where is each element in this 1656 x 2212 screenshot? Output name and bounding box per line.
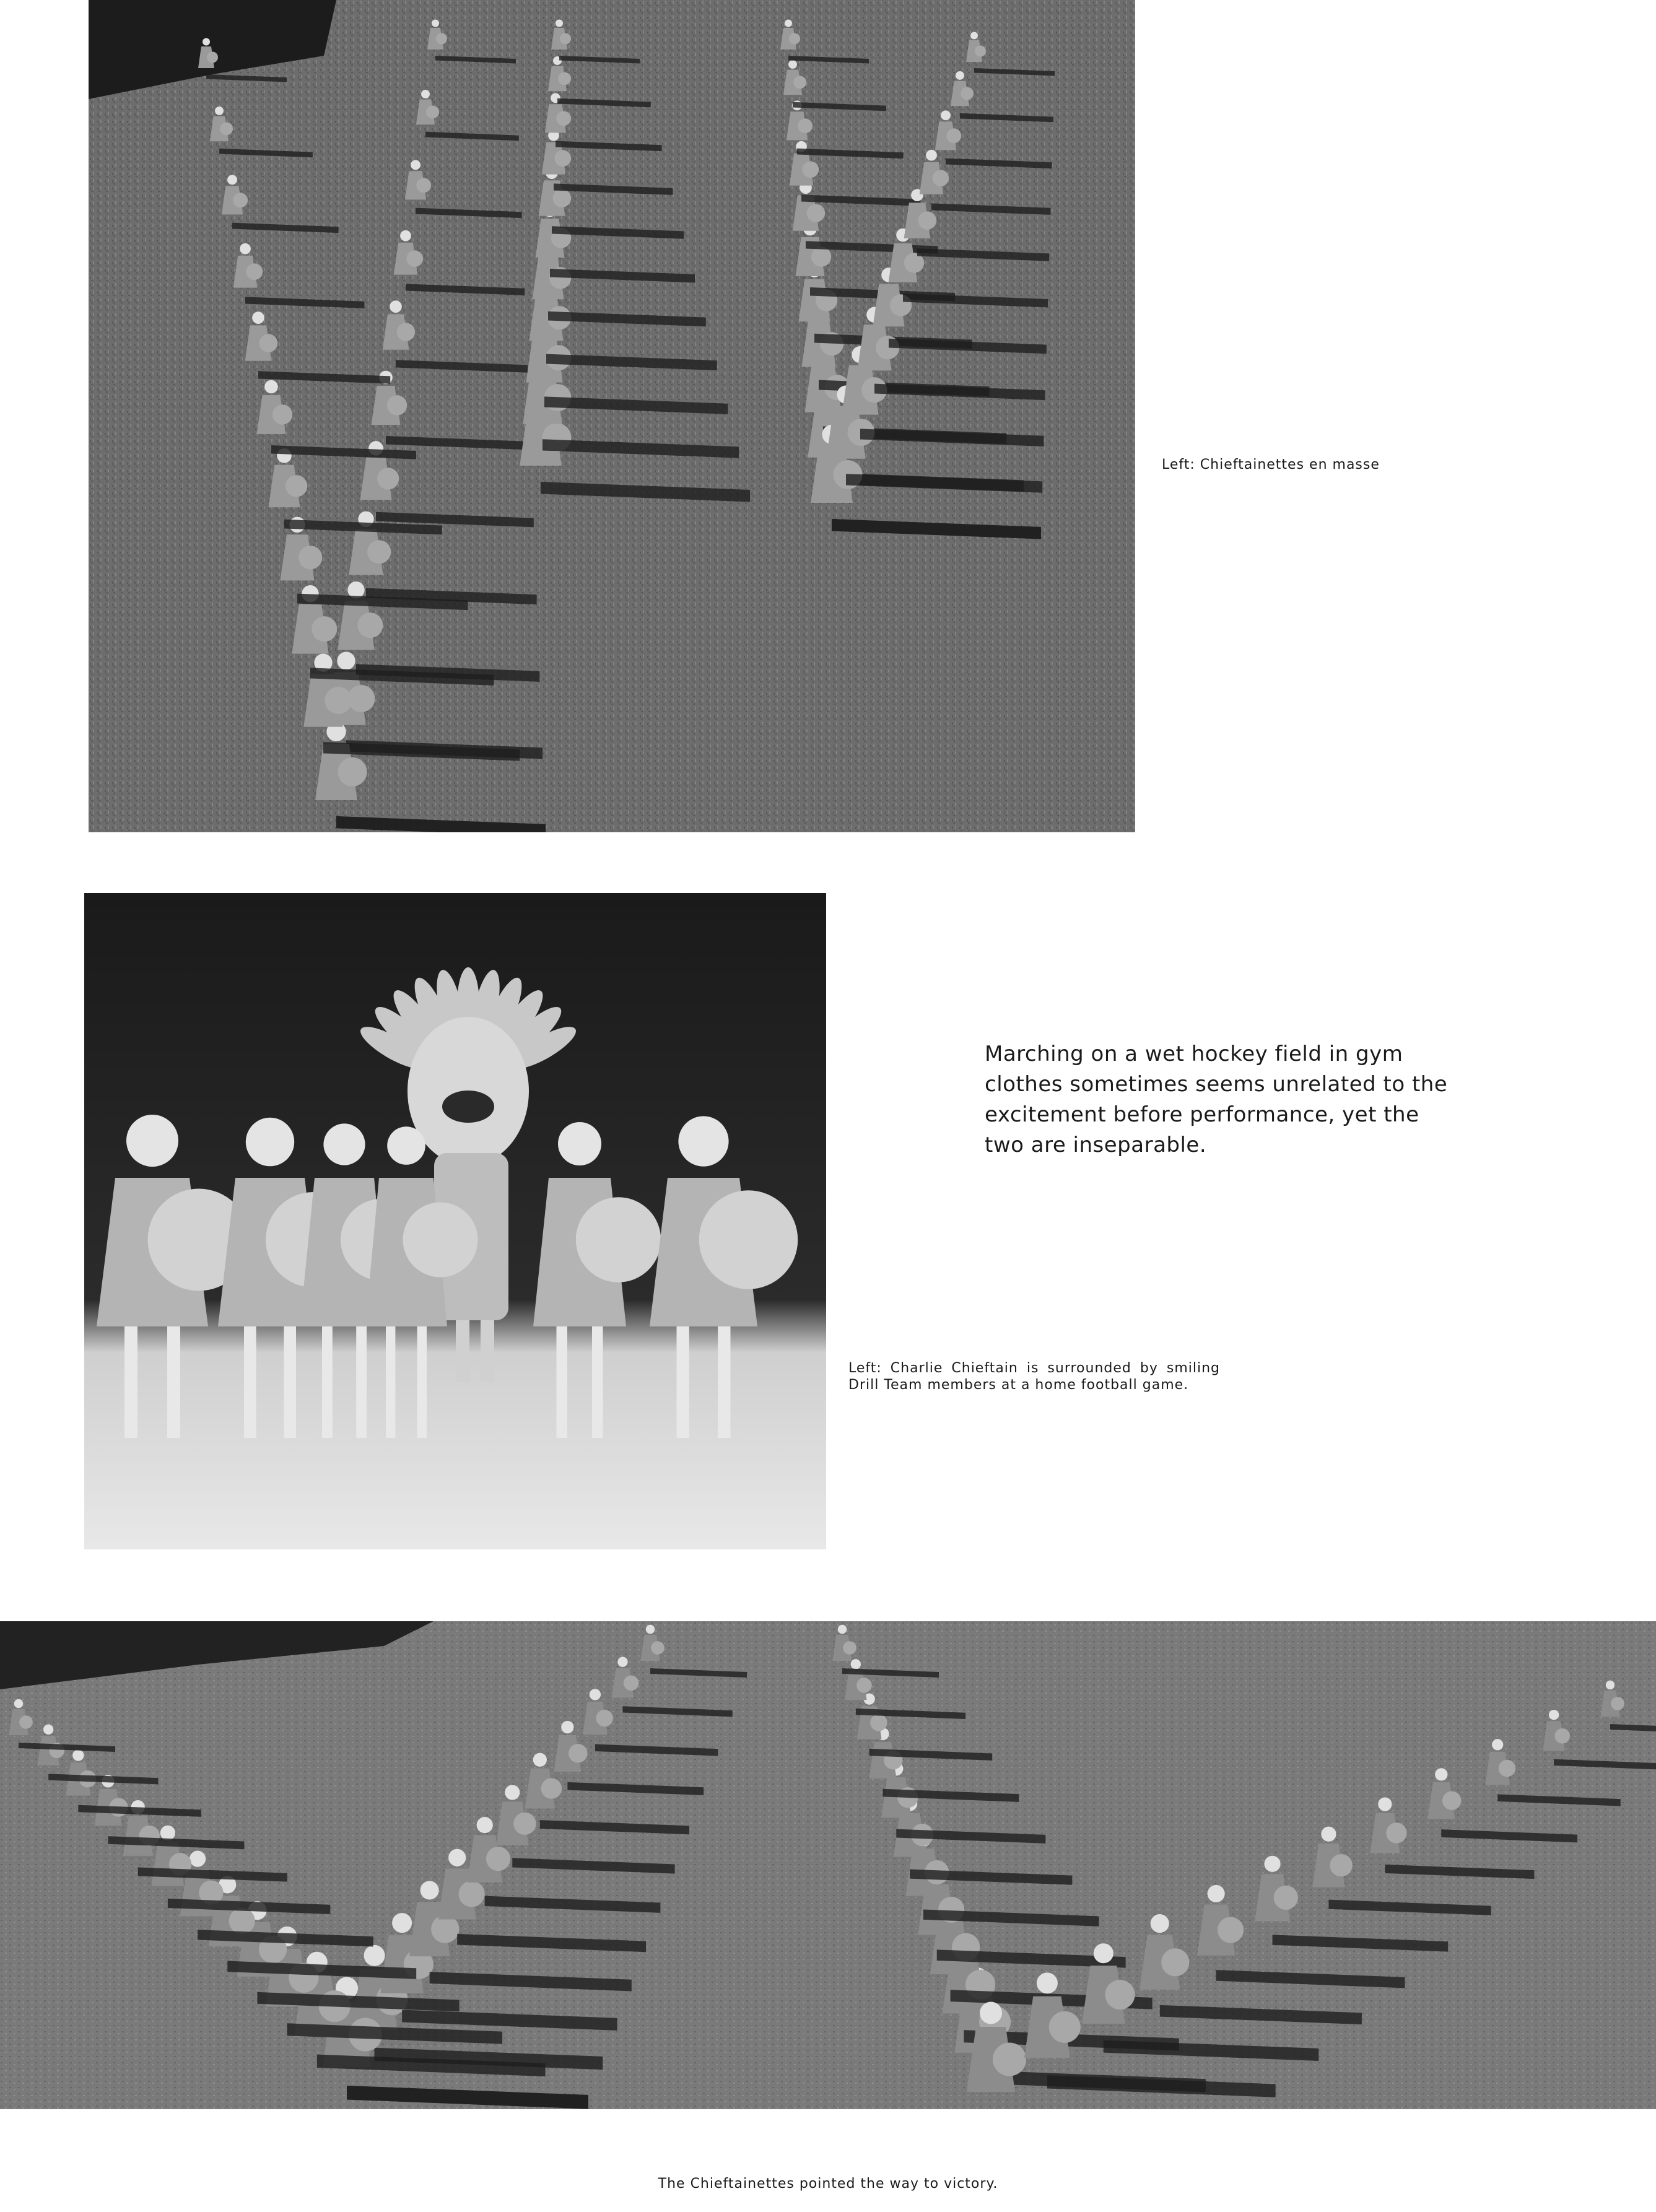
caption-bottom-photo: The Chieftainettes pointed the way to victory. <box>658 2176 998 2192</box>
photo-chieftainettes-en-masse <box>89 0 1135 832</box>
body-text: Marching on a wet hockey field in gym clothes sometimes seems unrelated to the excitement before performance, yet the two are inseparable. <box>985 1042 1448 1157</box>
photo-charlie-chieftain <box>84 893 826 1549</box>
caption-top-photo: Left: Chieftainettes en masse <box>1162 457 1380 472</box>
caption-middle-photo: Left: Charlie Chieftain is surrounded by smiling Drill Team members at a home football game. <box>848 1361 1220 1393</box>
photo-pointed-the-way <box>0 1621 1656 2109</box>
